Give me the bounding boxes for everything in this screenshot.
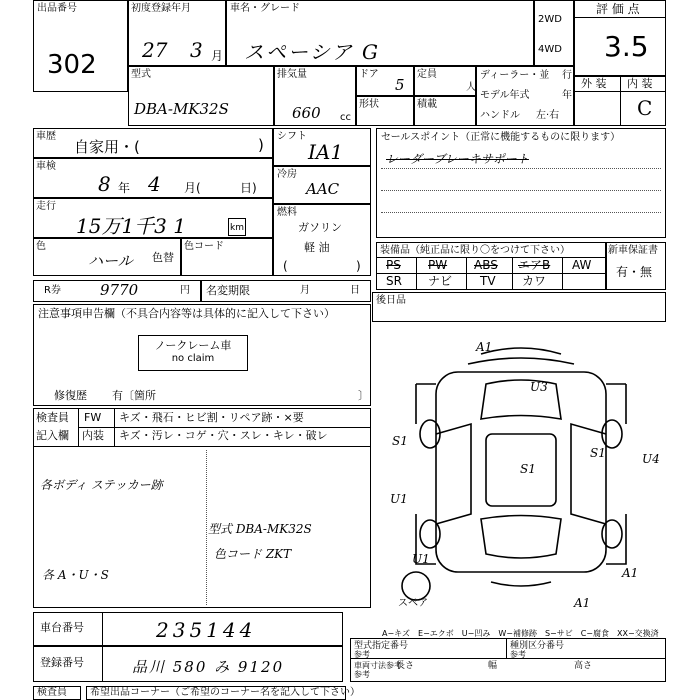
model-name: スペーシア G — [244, 40, 380, 64]
deadline-day: 日 — [350, 285, 360, 296]
equipment-label: 装備品（純正品に限り〇をつけて下さい） — [380, 245, 570, 256]
desired-corner-label: 希望出品コーナー（ご希望のコーナー名を記入して下さい） — [90, 687, 360, 698]
recycle-value: 9770 — [100, 281, 139, 299]
color-value: ハール — [88, 252, 133, 270]
color-label: 色 — [36, 241, 46, 252]
displacement-label: 排気量 — [277, 69, 307, 80]
first-reg-label: 初度登録年月 — [131, 3, 191, 14]
inspector-line1: 各ボディ ステッカー跡 — [40, 478, 163, 492]
shift-value: IA1 — [308, 140, 344, 164]
color-change-label: 色替 — [152, 251, 174, 264]
height-label: 高さ — [574, 661, 593, 671]
interior-insp-desc: キズ・汚レ・コゲ・穴・スレ・キレ・破レ — [119, 429, 328, 442]
spare-label: スペア — [398, 598, 428, 609]
drive-4wd: 4WD — [538, 44, 562, 55]
warranty-value: 有・無 — [616, 265, 653, 279]
equip-abs: ABS — [474, 258, 498, 272]
equip-pw: PW — [428, 258, 448, 272]
equip-aw: AW — [572, 258, 592, 272]
interior-grade: C — [637, 96, 653, 120]
history-box — [33, 128, 273, 158]
no-claim-sub: no claim — [171, 353, 215, 364]
inspection-month-unit: 月( — [184, 181, 201, 195]
doors-label: ドア — [359, 69, 379, 80]
inspector-label-bottom: 記入欄 — [36, 429, 69, 442]
history-label: 車歴 — [36, 131, 56, 142]
inspection-label: 車検 — [36, 161, 56, 172]
equip-leather: カワ — [522, 274, 547, 288]
reg-label: 登録番号 — [40, 656, 84, 669]
history-value: 自家用・( — [74, 138, 140, 156]
no-claim-stamp — [138, 335, 248, 371]
inspector-line4: 各 A・U・S — [42, 568, 109, 582]
repair-close: 〕 — [358, 389, 369, 402]
yen-unit: 円 — [180, 285, 190, 296]
person-unit: 人 — [466, 82, 476, 93]
warranty-label: 新車保証書 — [608, 245, 658, 256]
repair-label: 修復歴 — [54, 389, 87, 402]
drive-2wd: 2WD — [538, 14, 562, 25]
shift-label: シフト — [277, 131, 307, 142]
equip-airbag: エアB — [518, 258, 551, 272]
shape-label: 形状 — [359, 99, 379, 110]
deadline-month: 月 — [300, 285, 310, 296]
fuel-gasoline: ガソリン — [298, 221, 342, 234]
dims-ref: 参考 — [354, 670, 370, 679]
selling-points-box — [376, 128, 666, 238]
selling-points-label: セールスポイント（正常に機能するものに限ります） — [381, 132, 621, 143]
aftermarket-box — [372, 292, 666, 322]
mark-s1-left: S1 — [392, 434, 408, 448]
selling-points-value: レーダーブレーキサポート — [386, 152, 529, 166]
chassis-label: 車台番号 — [40, 621, 84, 634]
notes-label: 注意事項申告欄（不具合内容等は具体的に記入して下さい） — [38, 307, 335, 320]
inspector-label-top: 検査員 — [36, 411, 69, 424]
width-label: 幅 — [488, 661, 498, 671]
inspection-year-unit: 年 — [118, 181, 131, 195]
fuel-label: 燃料 — [277, 207, 297, 218]
fw-desc: キズ・飛石・ヒビ割・リペア跡・×要 — [119, 411, 304, 424]
load-label: 積載 — [417, 99, 437, 110]
first-reg-year: 27 — [142, 38, 168, 62]
score-label: 評 価 点 — [596, 2, 640, 16]
inspector-line3: 色コード ZKT — [214, 547, 292, 561]
mark-u1-side: U1 — [390, 492, 408, 506]
mileage-label: 走行 — [36, 201, 56, 212]
deadline-label: 名変期限 — [206, 284, 250, 297]
drive-box — [534, 0, 574, 66]
fuel-paren-open: ( — [283, 259, 288, 273]
model-year-unit: 年 — [562, 90, 572, 101]
type-designation-ref: 参考 — [354, 650, 370, 659]
model-name-label: 車名・グレード — [230, 3, 300, 14]
type-value: DBA-MK32S — [134, 100, 229, 118]
inspection-year: 8 — [98, 172, 111, 196]
displacement-value: 660 — [292, 104, 321, 122]
length-label: 長さ — [396, 661, 415, 671]
mileage-value: 15万1千3 1 — [76, 214, 186, 238]
color-code-label: 色コード — [184, 241, 224, 252]
dealer-mark: 行 — [562, 70, 572, 81]
type-designation-label: 型式指定番号 — [354, 641, 409, 651]
history-close: ) — [258, 136, 264, 154]
repair-value: 有〔箇所 — [112, 389, 156, 402]
model-year-label: モデル年式 — [480, 90, 530, 101]
mark-s1-right: S1 — [590, 446, 606, 460]
score-value: 3.5 — [604, 30, 649, 63]
cc-unit: cc — [340, 112, 351, 123]
mark-a1-front: A1 — [476, 340, 493, 354]
interior-label: 内 装 — [627, 77, 653, 90]
inspector-line2: 型式 DBA-MK32S — [208, 522, 312, 536]
reg-value: 品川 580 み 9120 — [132, 658, 285, 676]
equip-ps: PS — [386, 258, 401, 272]
inspection-day-unit: 日) — [240, 181, 257, 195]
handle-value: 左·右 — [536, 110, 560, 121]
mark-a1-rear-right: A1 — [622, 566, 639, 580]
equip-tv: TV — [480, 274, 496, 288]
equip-navi: ナビ — [428, 274, 453, 288]
ac-label: 冷房 — [277, 169, 297, 180]
type-label: 型式 — [131, 69, 151, 80]
class-ref: 参考 — [510, 650, 526, 659]
exterior-label: 外 装 — [581, 77, 607, 90]
lot-label: 出品番号 — [37, 3, 77, 14]
mark-a1-bottom: A1 — [574, 596, 591, 610]
dims-label: 車両寸法参考 — [354, 661, 402, 670]
class-label: 種別区分番号 — [510, 641, 565, 651]
doors-value: 5 — [395, 76, 405, 94]
first-reg-month: 3 — [190, 38, 203, 62]
fw-label: FW — [84, 411, 102, 424]
first-reg-month-unit: 月 — [211, 49, 224, 63]
aftermarket-label: 後日品 — [376, 295, 406, 306]
recycle-label: R券 — [44, 285, 61, 296]
damage-legend: A−キズ E−エクボ U−凹み W−補修跡 S−サビ C−腐食 XX−交換済 — [382, 629, 659, 638]
km-unit: km — [230, 223, 244, 233]
equip-sr: SR — [386, 274, 402, 288]
capacity-label: 定員 — [417, 69, 437, 80]
no-claim-title: ノークレーム車 — [154, 339, 232, 352]
footer-inspector-label: 検査員 — [37, 687, 67, 698]
lot-number: 302 — [47, 50, 97, 80]
mark-s1-roof: S1 — [520, 462, 536, 476]
fuel-paren-close: ) — [356, 259, 361, 273]
ac-value: AAC — [306, 180, 340, 198]
mark-u1-rear: U1 — [412, 552, 430, 566]
dealer-label: ディーラー・並 — [480, 70, 550, 81]
mark-u4: U4 — [642, 452, 660, 466]
interior-insp-label: 内装 — [82, 429, 104, 442]
fuel-diesel: 軽 油 — [304, 241, 330, 254]
handle-label: ハンドル — [480, 110, 520, 121]
inspection-month: 4 — [148, 172, 161, 196]
chassis-value: 235144 — [156, 618, 257, 642]
mark-u3: U3 — [530, 380, 548, 394]
